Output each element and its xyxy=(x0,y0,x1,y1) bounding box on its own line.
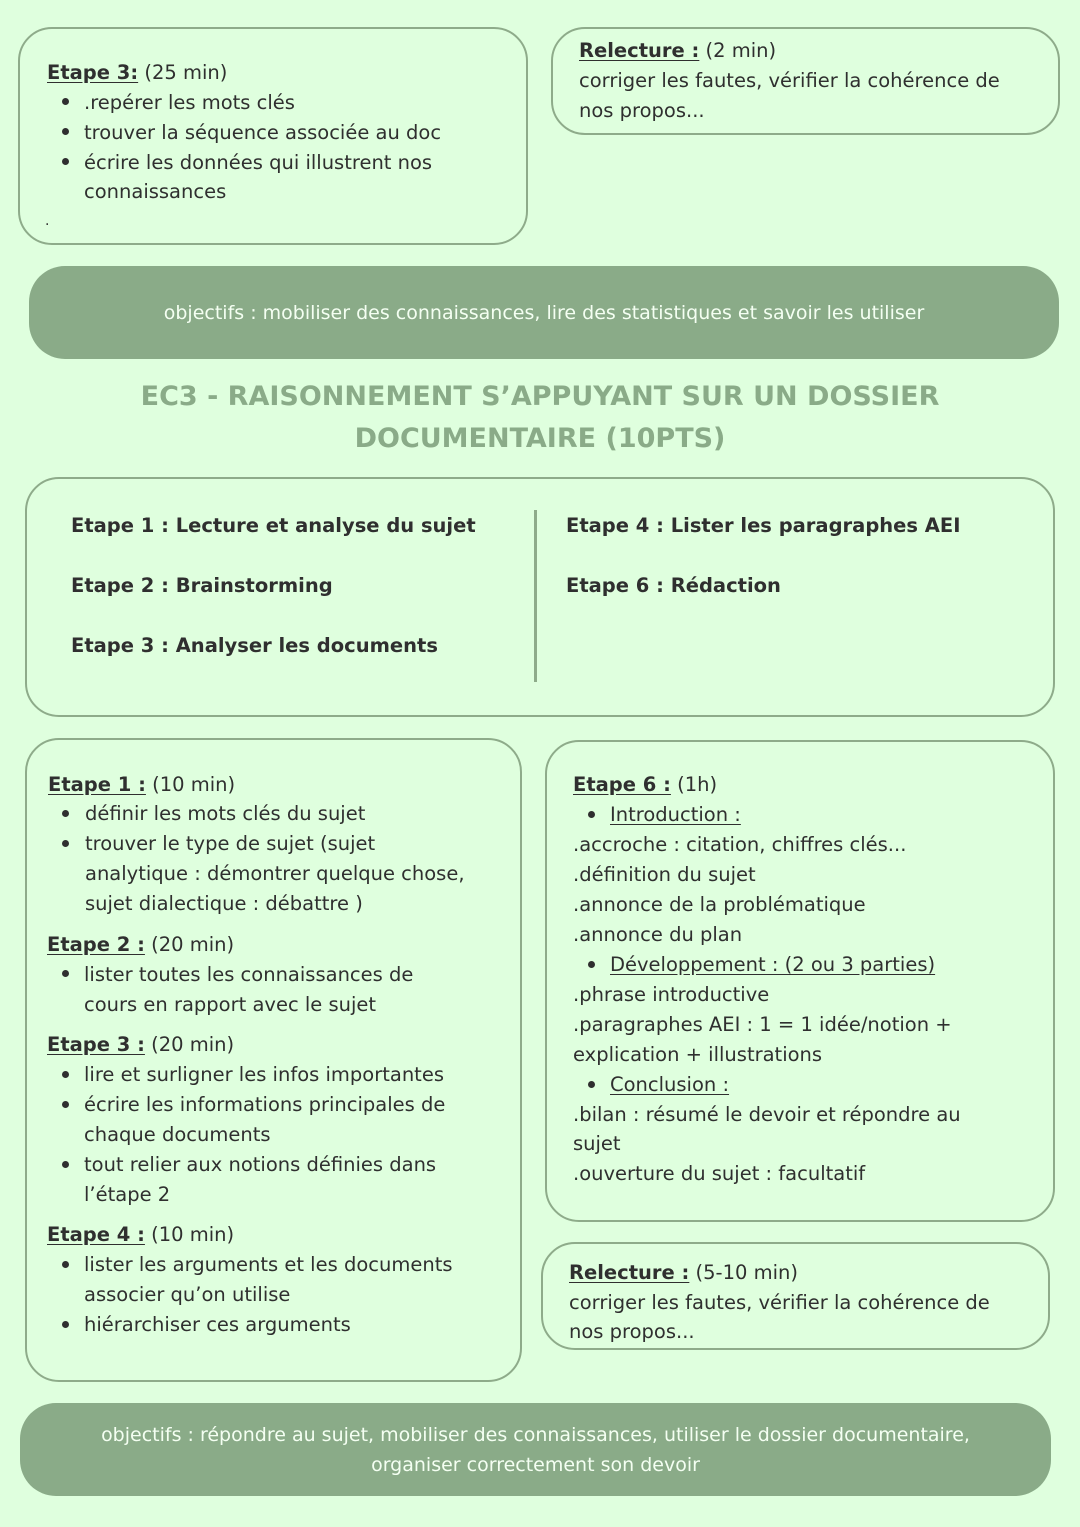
bullet-icon xyxy=(62,98,69,105)
objectives-text-line2: organiser correctement son devoir xyxy=(371,1453,700,1476)
bullet-icon xyxy=(62,158,69,165)
relecture-heading: Relecture : (2 min) xyxy=(579,39,777,62)
relecture-text: corriger les fautes, vérifier la cohérence de xyxy=(579,69,1000,92)
bullet-icon xyxy=(62,1261,69,1268)
bullet-icon xyxy=(62,1101,69,1108)
etape3-heading: Etape 3: (25 min) xyxy=(47,61,228,84)
relecture2-heading: Relecture : (5-10 min) xyxy=(569,1261,798,1284)
developpement-label: Développement : (2 ou 3 parties) xyxy=(610,953,936,976)
relecture2-text: corriger les fautes, vérifier la cohérence de xyxy=(569,1291,990,1314)
list-item: définir les mots clés du sujet xyxy=(85,802,366,825)
list-item-continuation: associer qu’on utilise xyxy=(84,1283,291,1306)
overview-step-1: Etape 1 : Lecture et analyse du sujet xyxy=(71,514,476,537)
list-item-continuation: analytique : démontrer quelque chose, xyxy=(85,862,465,885)
etape1-heading: Etape 1 : (10 min) xyxy=(48,773,236,796)
conclusion-label: Conclusion : xyxy=(610,1073,730,1096)
list-item-continuation: sujet dialectique : débattre ) xyxy=(85,892,363,915)
concl-line: .bilan : résumé le devoir et répondre au xyxy=(573,1103,961,1126)
intro-line: .définition du sujet xyxy=(573,863,756,886)
bullet-icon xyxy=(62,1071,69,1078)
dev-line: explication + illustrations xyxy=(573,1043,823,1066)
bullet-icon xyxy=(588,961,595,968)
list-item: trouver le type de sujet (sujet xyxy=(85,832,376,855)
list-item: trouver la séquence associée au doc xyxy=(84,121,442,144)
intro-line: .accroche : citation, chiffres clés... xyxy=(573,833,907,856)
bullet-icon xyxy=(62,810,69,817)
concl-line: .ouverture du sujet : facultatif xyxy=(573,1162,866,1185)
relecture-text: nos propos... xyxy=(579,99,705,122)
bullet-icon xyxy=(62,1161,69,1168)
etape4-heading: Etape 4 : (10 min) xyxy=(47,1223,235,1246)
list-item: lire et surligner les infos importantes xyxy=(84,1063,444,1086)
concl-line: sujet xyxy=(573,1132,621,1155)
objectives-band-ec3 xyxy=(20,1403,1051,1496)
bullet-icon xyxy=(588,1081,595,1088)
overview-step-4: Etape 4 : Lister les paragraphes AEI xyxy=(566,514,961,537)
list-item-continuation: connaissances xyxy=(84,180,227,203)
list-item: lister toutes les connaissances de xyxy=(84,963,414,986)
stray-dot: . xyxy=(45,213,50,229)
list-item: .repérer les mots clés xyxy=(84,91,295,114)
bullet-icon xyxy=(62,128,69,135)
list-item: écrire les informations principales de xyxy=(84,1093,446,1116)
list-item: hiérarchiser ces arguments xyxy=(84,1313,351,1336)
objectives-text: objectifs : mobiliser des connaissances, lire des statistiques et savoir les utiliser xyxy=(163,301,925,324)
etape3-detail-heading: Etape 3 : (20 min) xyxy=(47,1033,235,1056)
etape2-heading: Etape 2 : (20 min) xyxy=(47,933,235,956)
intro-line: .annonce du plan xyxy=(573,923,743,946)
page-title-line2: DOCUMENTAIRE (10PTS) xyxy=(354,423,726,454)
etape6-heading: Etape 6 : (1h) xyxy=(573,773,718,796)
overview-step-2: Etape 2 : Brainstorming xyxy=(71,574,333,597)
overview-step-3: Etape 3 : Analyser les documents xyxy=(71,634,438,657)
bullet-icon xyxy=(62,840,69,847)
list-item-continuation: cours en rapport avec le sujet xyxy=(84,993,377,1016)
introduction-label: Introduction : xyxy=(610,803,741,826)
bullet-icon xyxy=(62,1321,69,1328)
list-item-continuation: chaque documents xyxy=(84,1123,271,1146)
overview-step-6: Etape 6 : Rédaction xyxy=(566,574,781,597)
dev-line: .phrase introductive xyxy=(573,983,770,1006)
list-item: tout relier aux notions définies dans xyxy=(84,1153,437,1176)
bullet-icon xyxy=(588,811,595,818)
overview-divider xyxy=(534,510,537,682)
page-title-line1: EC3 - RAISONNEMENT S’APPUYANT SUR UN DOSSIER xyxy=(140,381,940,412)
list-item: écrire les données qui illustrent nos xyxy=(84,151,433,174)
objectives-text-line1: objectifs : répondre au sujet, mobiliser des connaissances, utiliser le dossier documentaire, xyxy=(101,1423,970,1446)
intro-line: .annonce de la problématique xyxy=(573,893,866,916)
list-item-continuation: l’étape 2 xyxy=(84,1183,171,1206)
bullet-icon xyxy=(62,970,69,977)
objectives-band-ec2 xyxy=(29,266,1059,359)
relecture2-text: nos propos... xyxy=(569,1320,695,1343)
dev-line: .paragraphes AEI : 1 = 1 idée/notion + xyxy=(573,1013,952,1036)
list-item: lister les arguments et les documents xyxy=(84,1253,453,1276)
